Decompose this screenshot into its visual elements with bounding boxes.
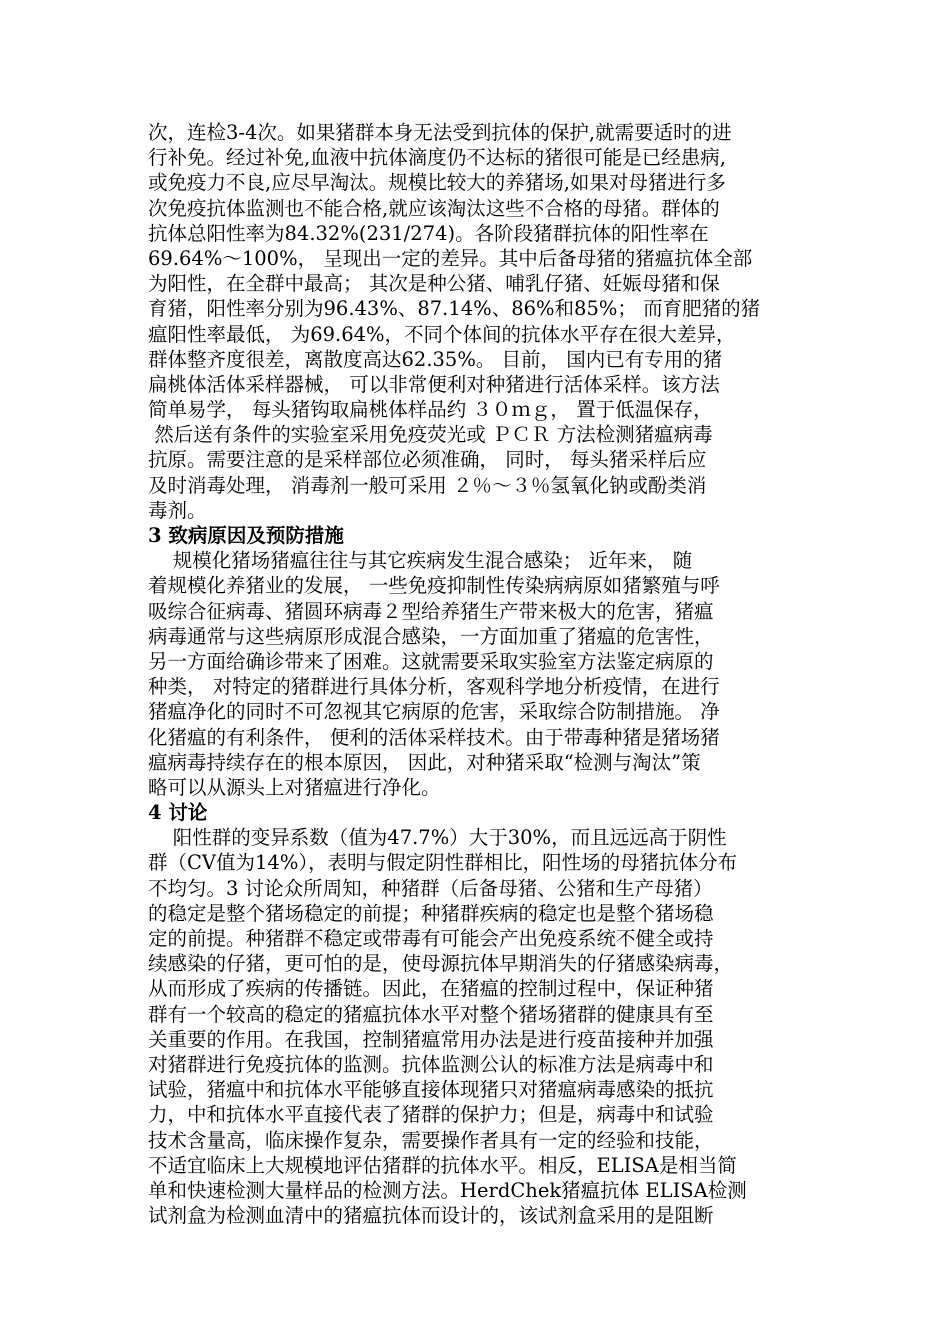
text-line: 为阳性，在全群中最高； 其次是种公猪、哺乳仔猪、妊娠母猪和保 bbox=[148, 272, 720, 296]
text-line: 试剂盒为检测血清中的猪瘟抗体而设计的，该试剂盒采用的是阻断 bbox=[148, 1204, 714, 1228]
text-line: 不均匀。3 讨论众所周知，种猪群（后备母猪、公猪和生产母猪） bbox=[148, 876, 713, 900]
text-line: 抗原。需要注意的是采样部位必须准确， 同时， 每头猪采样后应 bbox=[148, 448, 707, 472]
text-line: 定的前提。种猪群不稳定或带毒有可能会产出免疫系统不健全或持 bbox=[148, 927, 714, 950]
text-line: 从而形成了疾病的传播链。因此，在猪瘟的控制过程中，保证种猪 bbox=[148, 977, 714, 1001]
text-line: 力，中和抗体水平直接代表了猪群的保护力；但是，病毒中和试验 bbox=[148, 1103, 714, 1127]
text-line: 单和快速检测大量样品的检测方法。HerdChek猪瘟抗体 ELISA检测 bbox=[148, 1178, 747, 1202]
text-line: 病毒通常与这些病原形成混合感染，一方面加重了猪瘟的危害性， bbox=[148, 624, 714, 648]
document-page bbox=[148, 120, 808, 1228]
text-line: 行补免。经过补免,血液中抗体滴度仍不达标的猪很可能是已经患病, bbox=[148, 146, 726, 170]
text-line: 然后送有条件的实验室采用免疫荧光或 ＰＣＲ 方法检测猪瘟病毒 bbox=[148, 423, 713, 447]
section-heading: 4 讨论 bbox=[148, 801, 208, 825]
text-line: 吸综合征病毒、猪圆环病毒２型给养猪生产带来极大的危害，猪瘟 bbox=[148, 599, 714, 623]
text-line: 阳性群的变异系数（值为47.7%）大于30%，而且远远高于阴性 bbox=[148, 826, 727, 850]
text-line: 扁桃体活体采样器械， 可以非常便利对种猪进行活体采样。该方法 bbox=[148, 372, 720, 396]
text-line: 另一方面给确诊带来了困难。这就需要采取实验室方法鉴定病原的 bbox=[148, 649, 714, 673]
text-line: 抗体总阳性率为84.32%(231/274)。各阶段猪群抗体的阳性率在 bbox=[148, 221, 709, 245]
text-line: 续感染的仔猪，更可怕的是，使母源抗体早期消失的仔猪感染病毒， bbox=[148, 952, 734, 976]
text-line: 瘟病毒持续存在的根本原因， 因此，对种猪采取“检测与淘汰”策 bbox=[148, 750, 701, 774]
text-line: 猪瘟净化的同时不可忽视其它病原的危害，采取综合防制措施。 净 bbox=[148, 700, 720, 724]
text-line: 种类， 对特定的猪群进行具体分析，客观科学地分析疫情，在进行 bbox=[148, 675, 720, 699]
text-line: 简单易学， 每头猪钩取扁桃体样品约 ３０ｍｇ， 置于低温保存， bbox=[148, 398, 713, 422]
text-line: 不适宜临床上大规模地评估猪群的抗体水平。相反，ELISA是相当简 bbox=[148, 1153, 737, 1177]
text-line: 的稳定是整个猪场稳定的前提；种猪群疾病的稳定也是整个猪场稳 bbox=[148, 901, 714, 925]
text-line: 试验，猪瘟中和抗体水平能够直接体现猪只对猪瘟病毒感染的抵抗 bbox=[148, 1078, 714, 1102]
text-line: 关重要的作用。在我国，控制猪瘟常用办法是进行疫苗接种并加强 bbox=[148, 1027, 714, 1051]
text-line: 对猪群进行免疫抗体的监测。抗体监测公认的标准方法是病毒中和 bbox=[148, 1052, 714, 1076]
text-line: 群（CV值为14%），表明与假定阴性群相比，阳性场的母猪抗体分布 bbox=[148, 851, 738, 875]
text-line: 毒剂。 bbox=[148, 498, 207, 522]
text-line: 次免疫抗体监测也不能合格,就应该淘汰这些不合格的母猪。群体的 bbox=[148, 196, 720, 220]
text-line: 次，连检3-4次。如果猪群本身无法受到抗体的保护,就需要适时的进 bbox=[148, 121, 732, 144]
text-line: 瘟阳性率最低， 为69.64%，不同个体间的抗体水平存在很大差异， bbox=[148, 322, 736, 346]
text-line: 技术含量高，临床操作复杂，需要操作者具有一定的经验和技能， bbox=[148, 1128, 714, 1152]
text-line: 化猪瘟的有利条件， 便利的活体采样技术。由于带毒种猪是猪场猪 bbox=[148, 725, 720, 749]
text-line: 规模化猪场猪瘟往往与其它疾病发生混合感染； 近年来， 随 bbox=[148, 549, 693, 573]
text-line: 群体整齐度很差，离散度高达62.35%。 目前， 国内已有专用的猪 bbox=[148, 347, 723, 371]
text-line: 略可以从源头上对猪瘟进行净化。 bbox=[148, 775, 441, 799]
text-line: 及时消毒处理， 消毒剂一般可采用 ２％～３％氢氧化钠或酚类消 bbox=[148, 473, 707, 497]
text-line: 着规模化养猪业的发展， 一些免疫抑制性传染病病原如猪繁殖与呼 bbox=[148, 574, 720, 598]
text-line: 69.64%～100%， 呈现出一定的差异。其中后备母猪的猪瘟抗体全部 bbox=[148, 246, 753, 270]
section-heading: 3 致病原因及预防措施 bbox=[148, 524, 344, 547]
text-line: 或免疫力不良,应尽早淘汰。规模比较大的养猪场,如果对母猪进行多 bbox=[148, 171, 726, 195]
text-line: 群有一个较高的稳定的猪瘟抗体水平对整个猪场猪群的健康具有至 bbox=[148, 1002, 714, 1026]
text-line: 育猪，阳性率分别为96.43%、87.14%、86%和85%； 而育肥猪的猪 bbox=[148, 297, 761, 321]
